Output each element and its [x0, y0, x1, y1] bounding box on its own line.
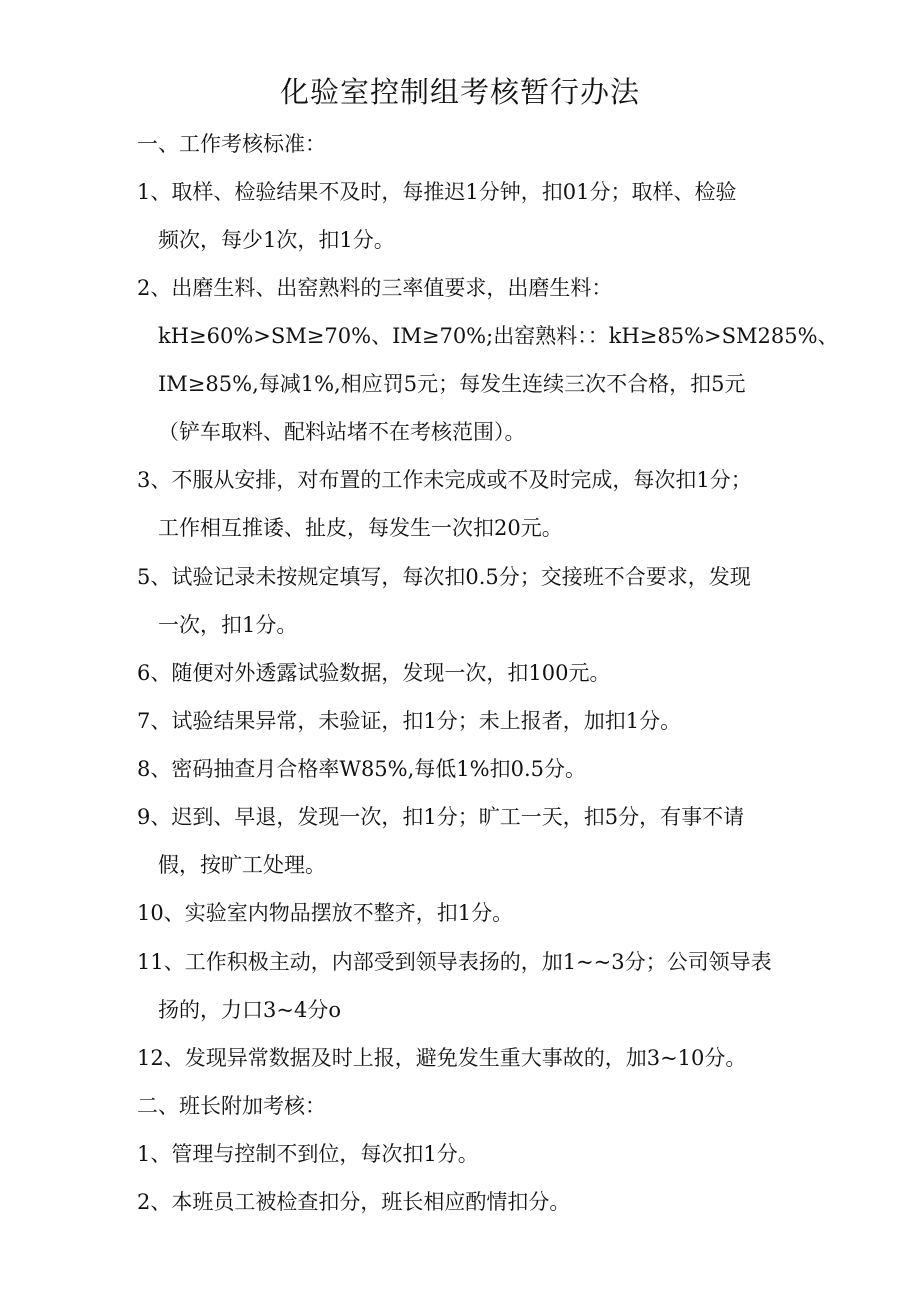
- s2-item2: 2、本班员工被检查扣分，班长相应酌情扣分。: [137, 1190, 571, 1214]
- item5-line2: 一次，扣1分。: [158, 613, 298, 637]
- item1-line2: 频次，每少1次，扣1分。: [158, 228, 395, 252]
- s2-item1: 1、管理与控制不到位，每次扣1分。: [137, 1142, 479, 1166]
- item2-line2: kH≥60%>SM≥70%、IM≥70%;出窑熟料：：kH≥85%>SM285%、: [158, 324, 839, 348]
- item9-line2: 假，按旷工处理。: [158, 853, 326, 877]
- item11-line2: 扬的，力口3~4分o: [158, 998, 341, 1022]
- item6: 6、随便对外透露试验数据，发现一次，扣100元。: [137, 661, 611, 685]
- document-title: 化验室控制组考核暂行办法: [279, 75, 640, 109]
- item2-line3: IM≥85%,每减1%,相应罚5元；每发生连续三次不合格，扣5元: [158, 372, 746, 396]
- item2-line1: 2、出磨生料、出窑熟料的三率值要求，出磨生料：: [137, 276, 613, 300]
- item5-line1: 5、试验记录未按规定填写，每次扣0.5分；交接班不合要求，发现: [137, 565, 751, 589]
- item12: 12、发现异常数据及时上报，避免发生重大事故的，加3~10分。: [137, 1046, 747, 1070]
- item9-line1: 9、迟到、早退，发现一次，扣1分；旷工一天，扣5分，有事不请: [137, 805, 745, 829]
- item7: 7、试验结果异常，未验证，扣1分；未上报者，加扣1分。: [137, 709, 682, 733]
- item3-line2: 工作相互推诿、扯皮，每发生一次扣20元。: [158, 516, 563, 540]
- item3-line1: 3、不服从安排，对布置的工作未完成或不及时完成，每次扣1分；: [137, 468, 752, 492]
- section2-heading: 二、班长附加考核：: [137, 1094, 326, 1118]
- item1-line1: 1、取样、检验结果不及时，每推迟1分钟，扣01分；取样、检验: [137, 180, 737, 204]
- item10: 10、实验室内物品摆放不整齐，扣1分。: [137, 901, 514, 925]
- item8: 8、密码抽查月合格率W85%,每低1%扣0.5分。: [137, 757, 587, 781]
- item11-line1: 11、工作积极主动，内部受到领导表扬的，加1~~3分；公司领导表: [137, 950, 772, 974]
- section1-heading: 一、工作考核标准：: [137, 132, 326, 156]
- item2-line4: （铲车取料、配料站堵不在考核范围）。: [158, 420, 526, 444]
